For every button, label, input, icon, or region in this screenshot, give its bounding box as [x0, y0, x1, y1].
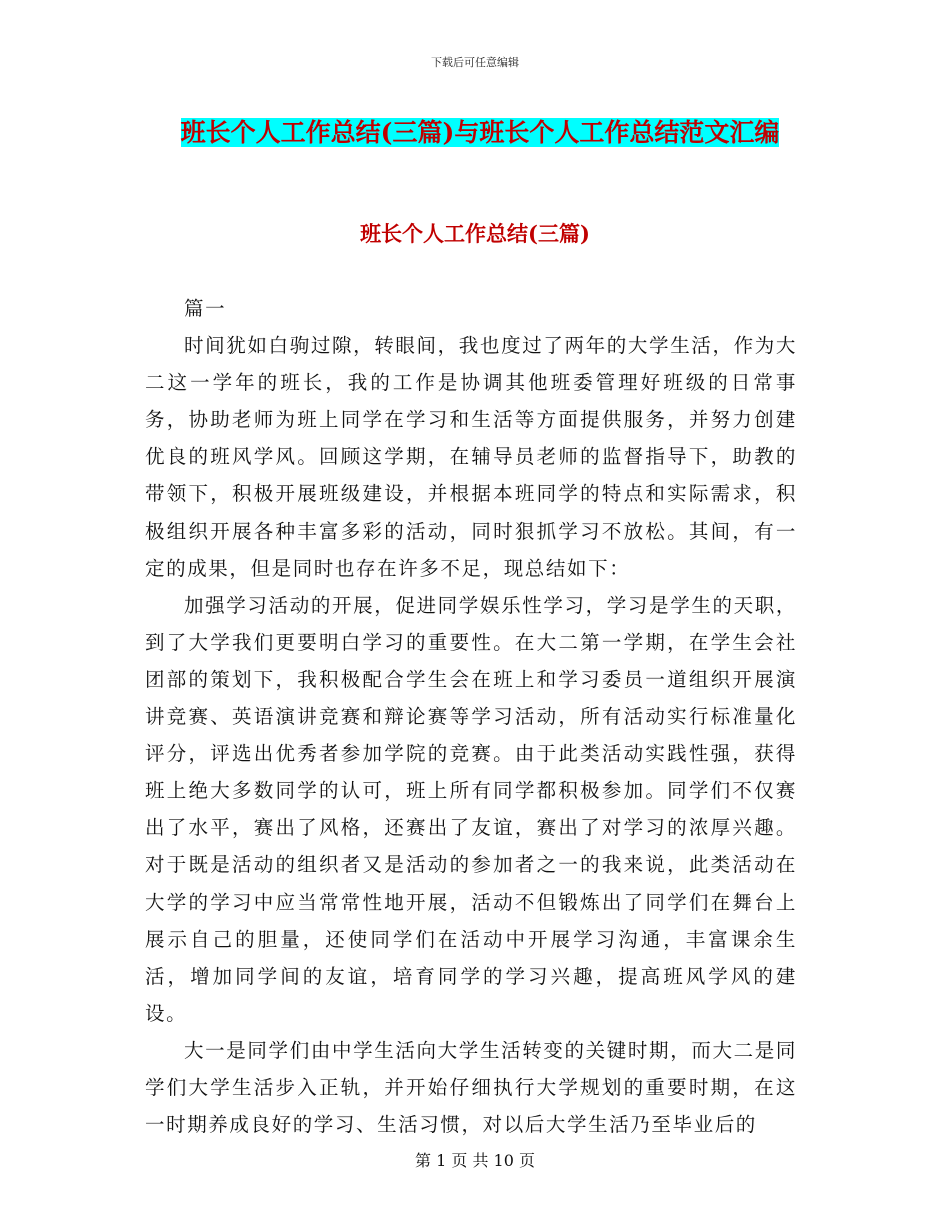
- section-title: 班长个人工作总结(三篇): [360, 221, 590, 246]
- section-label: 篇一: [184, 297, 227, 320]
- document-title: [150, 112, 810, 154]
- document-title-text: 班长个人工作总结(三篇)与班长个人工作总结范文汇编: [180, 118, 780, 147]
- paragraph: 时间犹如白驹过隙，转眼间，我也度过了两年的大学生活，作为大二这一学年的班长，我的工作是协调其他班委管理好班级的日常事务，协助老师为班上同学在学习和生活等方面提供服务，并努力创建优良的班风学风。回顾这学期，在辅导员老师的监督指导下，助教的带领下，积极开展班级建设，并根据本班同学的特点和实际需求，积极组织开展各种丰富多彩的活动，同时狠抓学习不放松。其间，有一定的成果，但是同时也存在许多不足，现总结如下：: [145, 334, 797, 580]
- paragraph: 大一是同学们由中学生活向大学生活转变的关键时期，而大二是同学们大学生活步入正轨，并开始仔细执行大学规划的重要时期，在这一时期养成良好的学习、生活习惯，对以后大学生活乃至毕业后的: [145, 1038, 797, 1137]
- document-body: [145, 290, 797, 1143]
- paragraph: 加强学习活动的开展，促进同学娱乐性学习，学习是学生的天职，到了大学我们更要明白学习的重要性。在大二第一学期，在学生会社团部的策划下，我积极配合学生会在班上和学习委员一道组织开展演讲竞赛、英语演讲竞赛和辩论赛等学习活动，所有活动实行标准量化评分，评选出优秀者参加学院的竞赛。由于此类活动实践性强，获得班上绝大多数同学的认可，班上所有同学都积极参加。同学们不仅赛出了水平，赛出了风格，还赛出了友谊，赛出了对学习的浓厚兴趣。对于既是活动的组织者又是活动的参加者之一的我来说，此类活动在大学的学习中应当常常性地开展，活动不但锻炼出了同学们在舞台上展示自己的胆量，还使同学们在活动中开展学习沟通，丰富课余生活，增加同学间的友谊，培育同学的学习兴趣，提高班风学风的建设。: [145, 593, 797, 1025]
- page-header-note: 下载后可任意编辑: [431, 56, 519, 69]
- page-footer: 第 1 页 共 10 页: [415, 1151, 535, 1170]
